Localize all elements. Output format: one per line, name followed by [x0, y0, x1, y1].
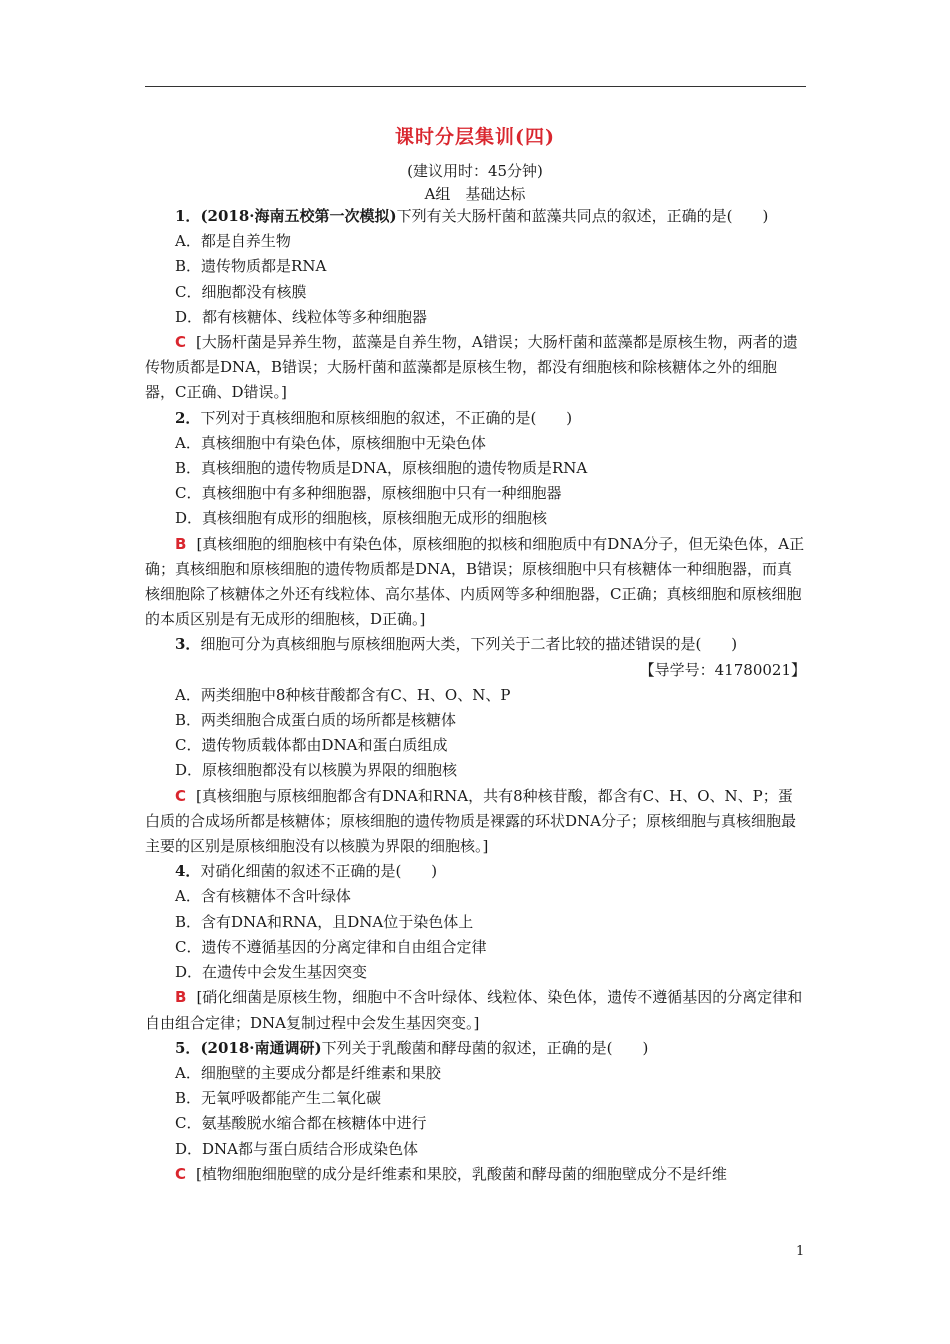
explanation-text: [真核细胞与原核细胞都含有DNA和RNA，共有8种核苷酸，都含有C、H、O、N、P；蛋白质的合成场所都是核糖体；原核细胞的遗传物质是裸露的环状DNA分子；原核细胞与真核细胞最主要的区别是原核细胞没有以核膜为界限的细胞核。] — [145, 786, 796, 856]
question-stem — [145, 859, 806, 884]
question-text: 下列关于乳酸菌和酵母菌的叙述，正确的是( ) — [321, 1038, 649, 1057]
question-number: 2． — [175, 408, 201, 427]
option-a: A．都是自养生物 — [175, 232, 291, 251]
question-4 — [145, 859, 806, 1035]
answer-explanation — [145, 784, 806, 860]
option-b: B．两类细胞合成蛋白质的场所都是核糖体 — [175, 711, 457, 730]
option-c: C．遗传不遵循基因的分离定律和自由组合定律 — [175, 937, 487, 956]
question-list — [145, 204, 806, 1187]
option-c: C．氨基酸脱水缩合都在核糖体中进行 — [175, 1114, 427, 1133]
question-3 — [145, 632, 806, 859]
question-5 — [145, 1036, 806, 1187]
question-stem — [145, 1036, 806, 1061]
study-code: 【导学号：41780021】 — [639, 660, 806, 679]
option-b: B．无氧呼吸都能产生二氧化碳 — [175, 1089, 382, 1108]
question-number: 3． — [175, 635, 201, 654]
option-d: D．原核细胞都没有以核膜为界限的细胞核 — [175, 761, 458, 780]
page-title: 课时分层集训(四) — [395, 126, 555, 148]
question-text: 对硝化细菌的叙述不正确的是( ) — [200, 862, 438, 881]
option-a: A．两类细胞中8种核苷酸都含有C、H、O、N、P — [175, 685, 511, 704]
option-a: A．含有核糖体不含叶绿体 — [175, 887, 351, 906]
option-c: C．遗传物质载体都由DNA和蛋白质组成 — [175, 736, 448, 755]
explanation-text: [真核细胞的细胞核中有染色体，原核细胞的拟核和细胞质中有DNA分子，但无染色体，A正确；真核细胞和原核细胞的遗传物质都是DNA，B错误；原核细胞中只有核糖体一种细胞器，而真核细胞除了核糖体之外还有线粒体、高尔基体、内质网等多种细胞器，C正确；真核细胞和原核细胞的本质区别是有无成形的细胞核，D正确。] — [145, 534, 805, 629]
explanation-text: [植物细胞细胞壁的成分是纤维素和果胶，乳酸菌和酵母菌的细胞壁成分不是纤维 — [196, 1164, 727, 1183]
answer-explanation — [145, 330, 806, 406]
question-text: 细胞可分为真核细胞与原核细胞两大类，下列关于二者比较的描述错误的是( ) — [200, 635, 738, 654]
option-b: B．真核细胞的遗传物质是DNA，原核细胞的遗传物质是RNA — [175, 459, 588, 478]
question-source: (2018·海南五校第一次模拟) — [200, 207, 397, 225]
option-d: D．真核细胞有成形的细胞核，原核细胞无成形的细胞核 — [175, 509, 548, 528]
question-source: (2018·南通调研) — [200, 1038, 322, 1057]
answer-explanation — [145, 985, 806, 1035]
option-b: B．遗传物质都是RNA — [175, 257, 327, 276]
option-d: D．都有核糖体、线粒体等多种细胞器 — [175, 307, 428, 326]
group-heading: A组 基础达标 — [424, 185, 526, 203]
option-d: D．DNA都与蛋白质结合形成染色体 — [175, 1139, 419, 1158]
question-number: 1． — [175, 207, 201, 225]
question-stem — [145, 406, 806, 431]
answer-letter: C — [175, 333, 187, 352]
answer-explanation — [145, 532, 806, 633]
option-c: C．真核细胞中有多种细胞器，原核细胞中只有一种细胞器 — [175, 484, 562, 503]
suggested-time: (建议用时：45分钟) — [407, 162, 543, 180]
question-number: 4． — [175, 862, 201, 881]
option-b: B．含有DNA和RNA，且DNA位于染色体上 — [175, 912, 474, 931]
answer-explanation — [145, 1162, 806, 1187]
question-text: 下列对于真核细胞和原核细胞的叙述，不正确的是( ) — [200, 408, 573, 427]
answer-letter: B — [175, 534, 187, 553]
question-stem — [145, 632, 806, 657]
question-text: 下列有关大肠杆菌和蓝藻共同点的叙述，正确的是( ) — [396, 207, 769, 225]
option-d: D．在遗传中会发生基因突变 — [175, 963, 368, 982]
answer-letter: B — [175, 988, 187, 1007]
question-stem — [145, 204, 806, 229]
explanation-text: [硝化细菌是原核生物，细胞中不含叶绿体、线粒体、染色体，遗传不遵循基因的分离定律和自由组合定律；DNA复制过程中会发生基因突变。] — [145, 988, 803, 1032]
header-rule — [145, 86, 806, 87]
question-number: 5． — [175, 1038, 201, 1057]
question-2 — [145, 406, 806, 633]
explanation-text: [大肠杆菌是异养生物，蓝藻是自养生物，A错误；大肠杆菌和蓝藻都是原核生物，两者的遗传物质都是DNA，B错误；大肠杆菌和蓝藻都是原核生物，都没有细胞核和除核糖体之外的细胞器，C正确、D错误。] — [145, 333, 798, 402]
page-number: 1 — [796, 1244, 805, 1259]
option-a: A．细胞壁的主要成分都是纤维素和果胶 — [175, 1063, 441, 1082]
answer-letter: C — [175, 1164, 187, 1183]
question-1 — [145, 204, 806, 406]
option-c: C．细胞都没有核膜 — [175, 282, 307, 301]
answer-letter: C — [175, 786, 187, 805]
option-a: A．真核细胞中有染色体，原核细胞中无染色体 — [175, 433, 486, 452]
